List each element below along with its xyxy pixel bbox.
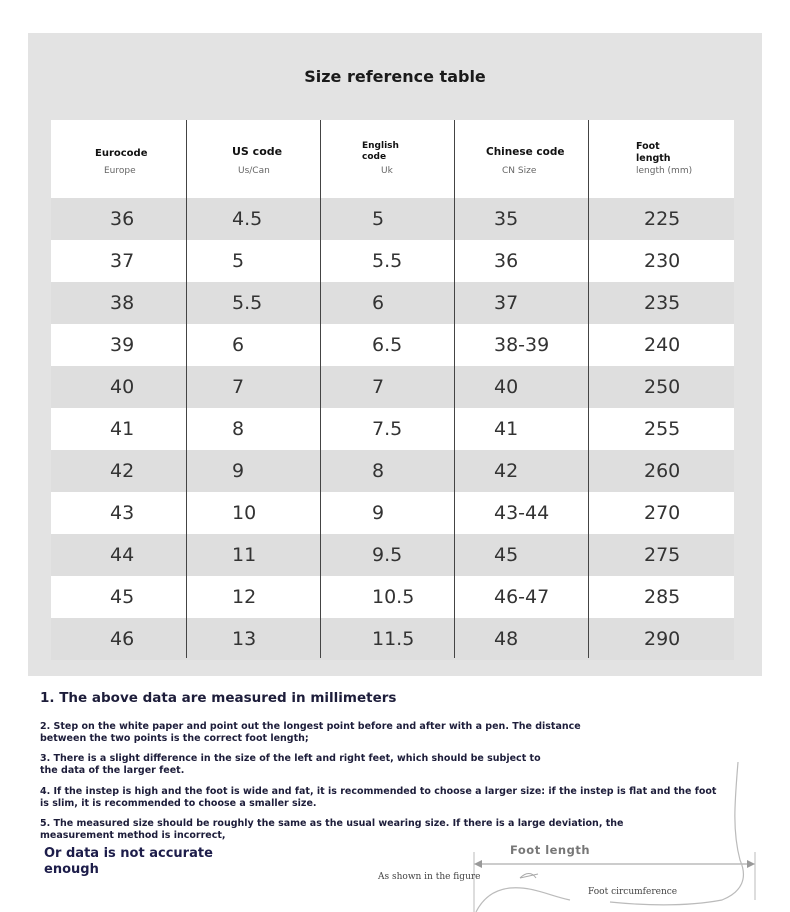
foot-outline-illustration [370, 760, 790, 912]
note-4: 4. If the instep is high and the foot is wide and fat, it is recommended to choose a larger size: if the instep is flat and the foot is slim, it is recommended to choose a smaller size. [40, 786, 717, 809]
header-chinese-code-sub: CN Size [502, 166, 537, 176]
table-cell: 48 [494, 628, 519, 650]
header-english-code [320, 120, 454, 198]
table-cell: 270 [644, 502, 681, 524]
header-eurocode-label: Eurocode [95, 148, 148, 159]
column-divider [186, 120, 187, 658]
table-cell: 37 [494, 292, 519, 314]
header-chinese-code [454, 120, 588, 198]
column-divider [454, 120, 455, 658]
header-foot-length [588, 120, 734, 198]
table-cell: 41 [110, 418, 135, 440]
table-row [51, 324, 734, 366]
table-cell: 13 [232, 628, 257, 650]
table-cell: 7 [372, 376, 385, 398]
accuracy-note: Or data is not accurate enough [44, 846, 213, 877]
table-cell: 37 [110, 250, 135, 272]
header-eurocode [51, 120, 186, 198]
foot-measurement-diagram [370, 760, 790, 912]
table-cell: 255 [644, 418, 681, 440]
header-english-code-sub: Uk [381, 166, 393, 176]
table-cell: 290 [644, 628, 681, 650]
table-cell: 5 [372, 208, 385, 230]
header-eurocode-sub: Europe [104, 166, 136, 176]
table-row [51, 282, 734, 324]
note-1: 1. The above data are measured in millimeters [40, 690, 397, 706]
table-cell: 11 [232, 544, 257, 566]
table-cell: 42 [110, 460, 135, 482]
table-cell: 9 [372, 502, 385, 524]
table-cell: 260 [644, 460, 681, 482]
table-cell: 43-44 [494, 502, 550, 524]
table-cell: 45 [494, 544, 519, 566]
table-cell: 45 [110, 586, 135, 608]
table-title: Size reference table [304, 67, 486, 86]
note-2: 2. Step on the white paper and point out the longest point before and after with a pen. The distance between the two points is the correct foot length; [40, 721, 581, 744]
table-cell: 7 [232, 376, 245, 398]
table-row [51, 618, 734, 660]
header-us-code [186, 120, 320, 198]
table-cell: 9.5 [372, 544, 403, 566]
header-foot-length-sub: length (mm) [636, 166, 693, 176]
table-cell: 250 [644, 376, 681, 398]
table-cell: 9 [232, 460, 245, 482]
table-row [51, 408, 734, 450]
table-cell: 8 [232, 418, 245, 440]
table-row [51, 492, 734, 534]
foot-length-label: Foot length [510, 843, 591, 857]
table-cell: 42 [494, 460, 519, 482]
table-row [51, 366, 734, 408]
column-divider [320, 120, 321, 658]
table-cell: 38 [110, 292, 135, 314]
note-5: 5. The measured size should be roughly the same as the usual wearing size. If there is a large deviation, the measurement method is incorrect, [40, 818, 624, 841]
table-row [51, 240, 734, 282]
table-cell: 40 [110, 376, 135, 398]
table-cell: 43 [110, 502, 135, 524]
table-cell: 46 [110, 628, 135, 650]
table-cell: 5 [232, 250, 245, 272]
header-foot-length-label: Foot length [636, 141, 671, 164]
table-cell: 35 [494, 208, 519, 230]
table-cell: 5.5 [232, 292, 263, 314]
note-3: 3. There is a slight difference in the size of the left and right feet, which should be subject to the data of the larger feet. [40, 753, 541, 776]
table-cell: 10.5 [372, 586, 415, 608]
header-us-code-label: US code [232, 145, 283, 158]
table-cell: 44 [110, 544, 135, 566]
header-us-code-sub: Us/Can [238, 166, 270, 176]
table-row [51, 576, 734, 618]
column-divider [588, 120, 589, 658]
table-cell: 230 [644, 250, 681, 272]
table-cell: 285 [644, 586, 681, 608]
as-shown-label: As shown in the figure [378, 872, 481, 882]
table-row [51, 198, 734, 240]
foot-circumference-label: Foot circumference [588, 887, 678, 897]
table-cell: 39 [110, 334, 135, 356]
header-chinese-code-label: Chinese code [486, 146, 565, 158]
table-cell: 46-47 [494, 586, 550, 608]
header-english-code-label: English code [362, 141, 399, 162]
size-table-panel [28, 33, 762, 676]
table-cell: 12 [232, 586, 257, 608]
table-cell: 5.5 [372, 250, 403, 272]
table-cell: 36 [494, 250, 519, 272]
table-header-row [51, 120, 734, 198]
table-cell: 8 [372, 460, 385, 482]
table-cell: 36 [110, 208, 135, 230]
table-cell: 225 [644, 208, 681, 230]
table-cell: 11.5 [372, 628, 415, 650]
table-cell: 10 [232, 502, 257, 524]
table-row [51, 450, 734, 492]
table-cell: 6 [232, 334, 245, 356]
table-cell: 275 [644, 544, 681, 566]
table-cell: 38-39 [494, 334, 550, 356]
table-cell: 240 [644, 334, 681, 356]
table-cell: 235 [644, 292, 681, 314]
table-cell: 41 [494, 418, 519, 440]
table-cell: 6 [372, 292, 385, 314]
table-cell: 6.5 [372, 334, 403, 356]
table-cell: 7.5 [372, 418, 403, 440]
table-cell: 4.5 [232, 208, 263, 230]
size-table [51, 120, 734, 658]
table-row [51, 534, 734, 576]
table-cell: 40 [494, 376, 519, 398]
